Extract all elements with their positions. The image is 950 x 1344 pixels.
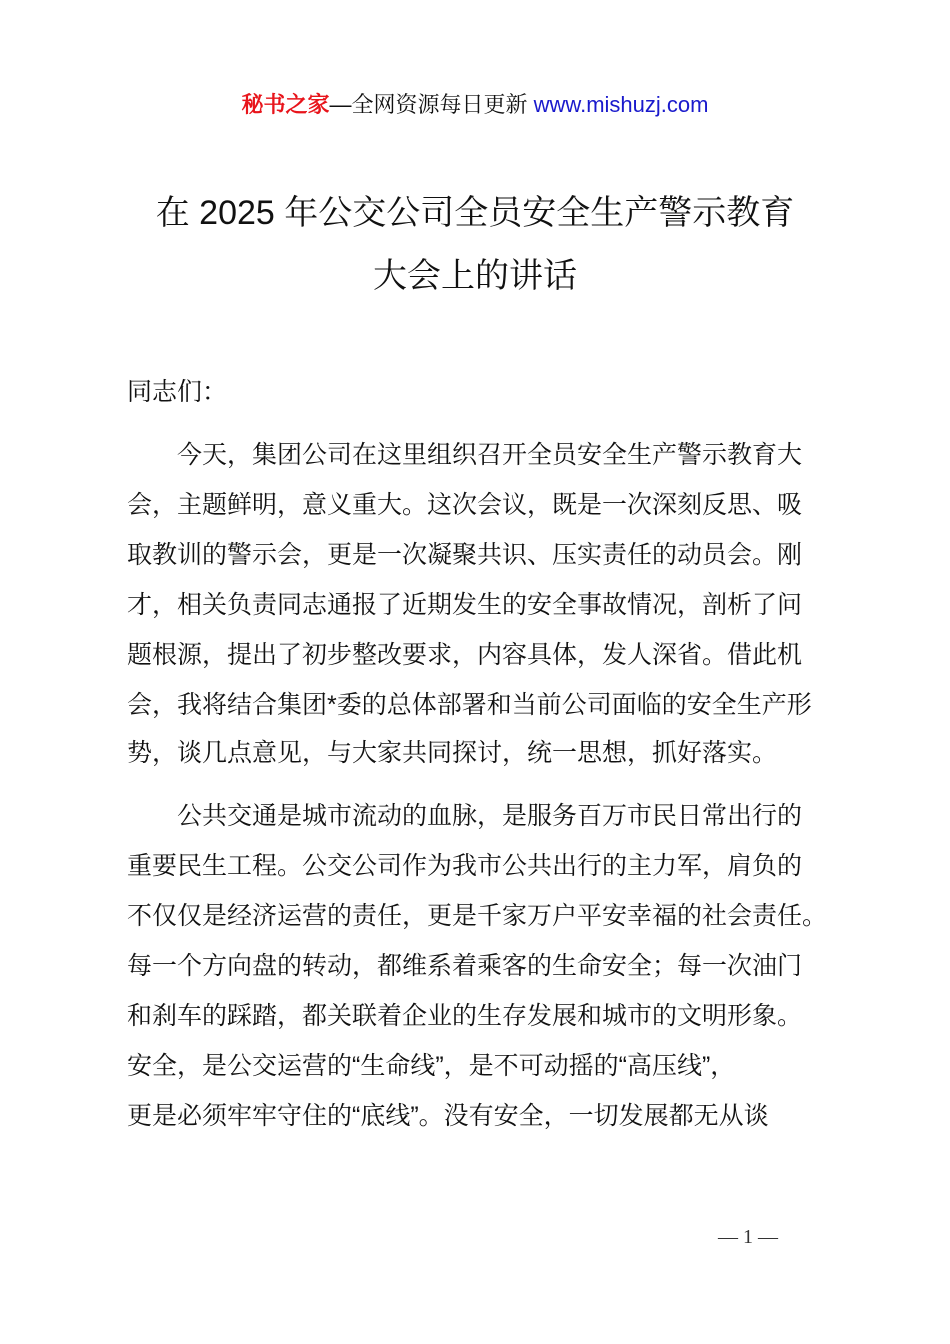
paragraph-line: 势，谈几点意见，与大家共同探讨，统一思想，抓好落实。 (127, 739, 778, 767)
paragraph-line: 才，相关负责同志通报了近期发生的安全事故情况，剖析了问 (127, 591, 803, 619)
site-url-link[interactable]: www.mishuzj.com (533, 92, 709, 117)
paragraph-line: 取教训的警示会，更是一次凝聚共识、压实责任的动员会。刚 (127, 541, 803, 569)
site-banner (0, 88, 950, 119)
paragraph-line: 更是必须牢牢守住的“底线”。没有安全，一切发展都无从谈 (127, 1102, 769, 1130)
greeting: 同志们： (127, 378, 228, 406)
paragraph-line: 不仅仅是经济运营的责任，更是千家万户平安幸福的社会责任。 (127, 902, 828, 930)
paragraph-line: 重要民生工程。公交公司作为我市公共出行的主力军，肩负的 (127, 852, 803, 880)
document-title-line-1: 在 2025 年公交公司全员安全生产警示教育 (155, 194, 795, 232)
paragraph-line: 和刹车的踩踏，都关联着企业的生存发展和城市的文明形象。 (127, 1002, 803, 1030)
paragraph-line: 会，我将结合集团*委的总体部署和当前公司面临的安全生产形 (127, 691, 812, 719)
paragraph-line: 安全，是公交运营的“生命线”，是不可动摇的“高压线”， (127, 1052, 736, 1080)
brand-name: 秘书之家 (241, 92, 330, 117)
page-number: — 1 — (718, 1226, 778, 1248)
banner-tagline: —全网资源每日更新 (329, 92, 534, 117)
paragraph-line: 会，主题鲜明，意义重大。这次会议，既是一次深刻反思、吸 (127, 491, 803, 519)
paragraph-line: 题根源，提出了初步整改要求，内容具体，发人深省。借此机 (127, 641, 803, 669)
document-title-line-2: 大会上的讲话 (373, 257, 577, 295)
paragraph-line: 今天，集团公司在这里组织召开全员安全生产警示教育大 (177, 441, 803, 469)
paragraph-line: 公共交通是城市流动的血脉，是服务百万市民日常出行的 (177, 802, 803, 830)
paragraph-line: 每一个方向盘的转动，都维系着乘客的生命安全；每一次油门 (127, 952, 803, 980)
